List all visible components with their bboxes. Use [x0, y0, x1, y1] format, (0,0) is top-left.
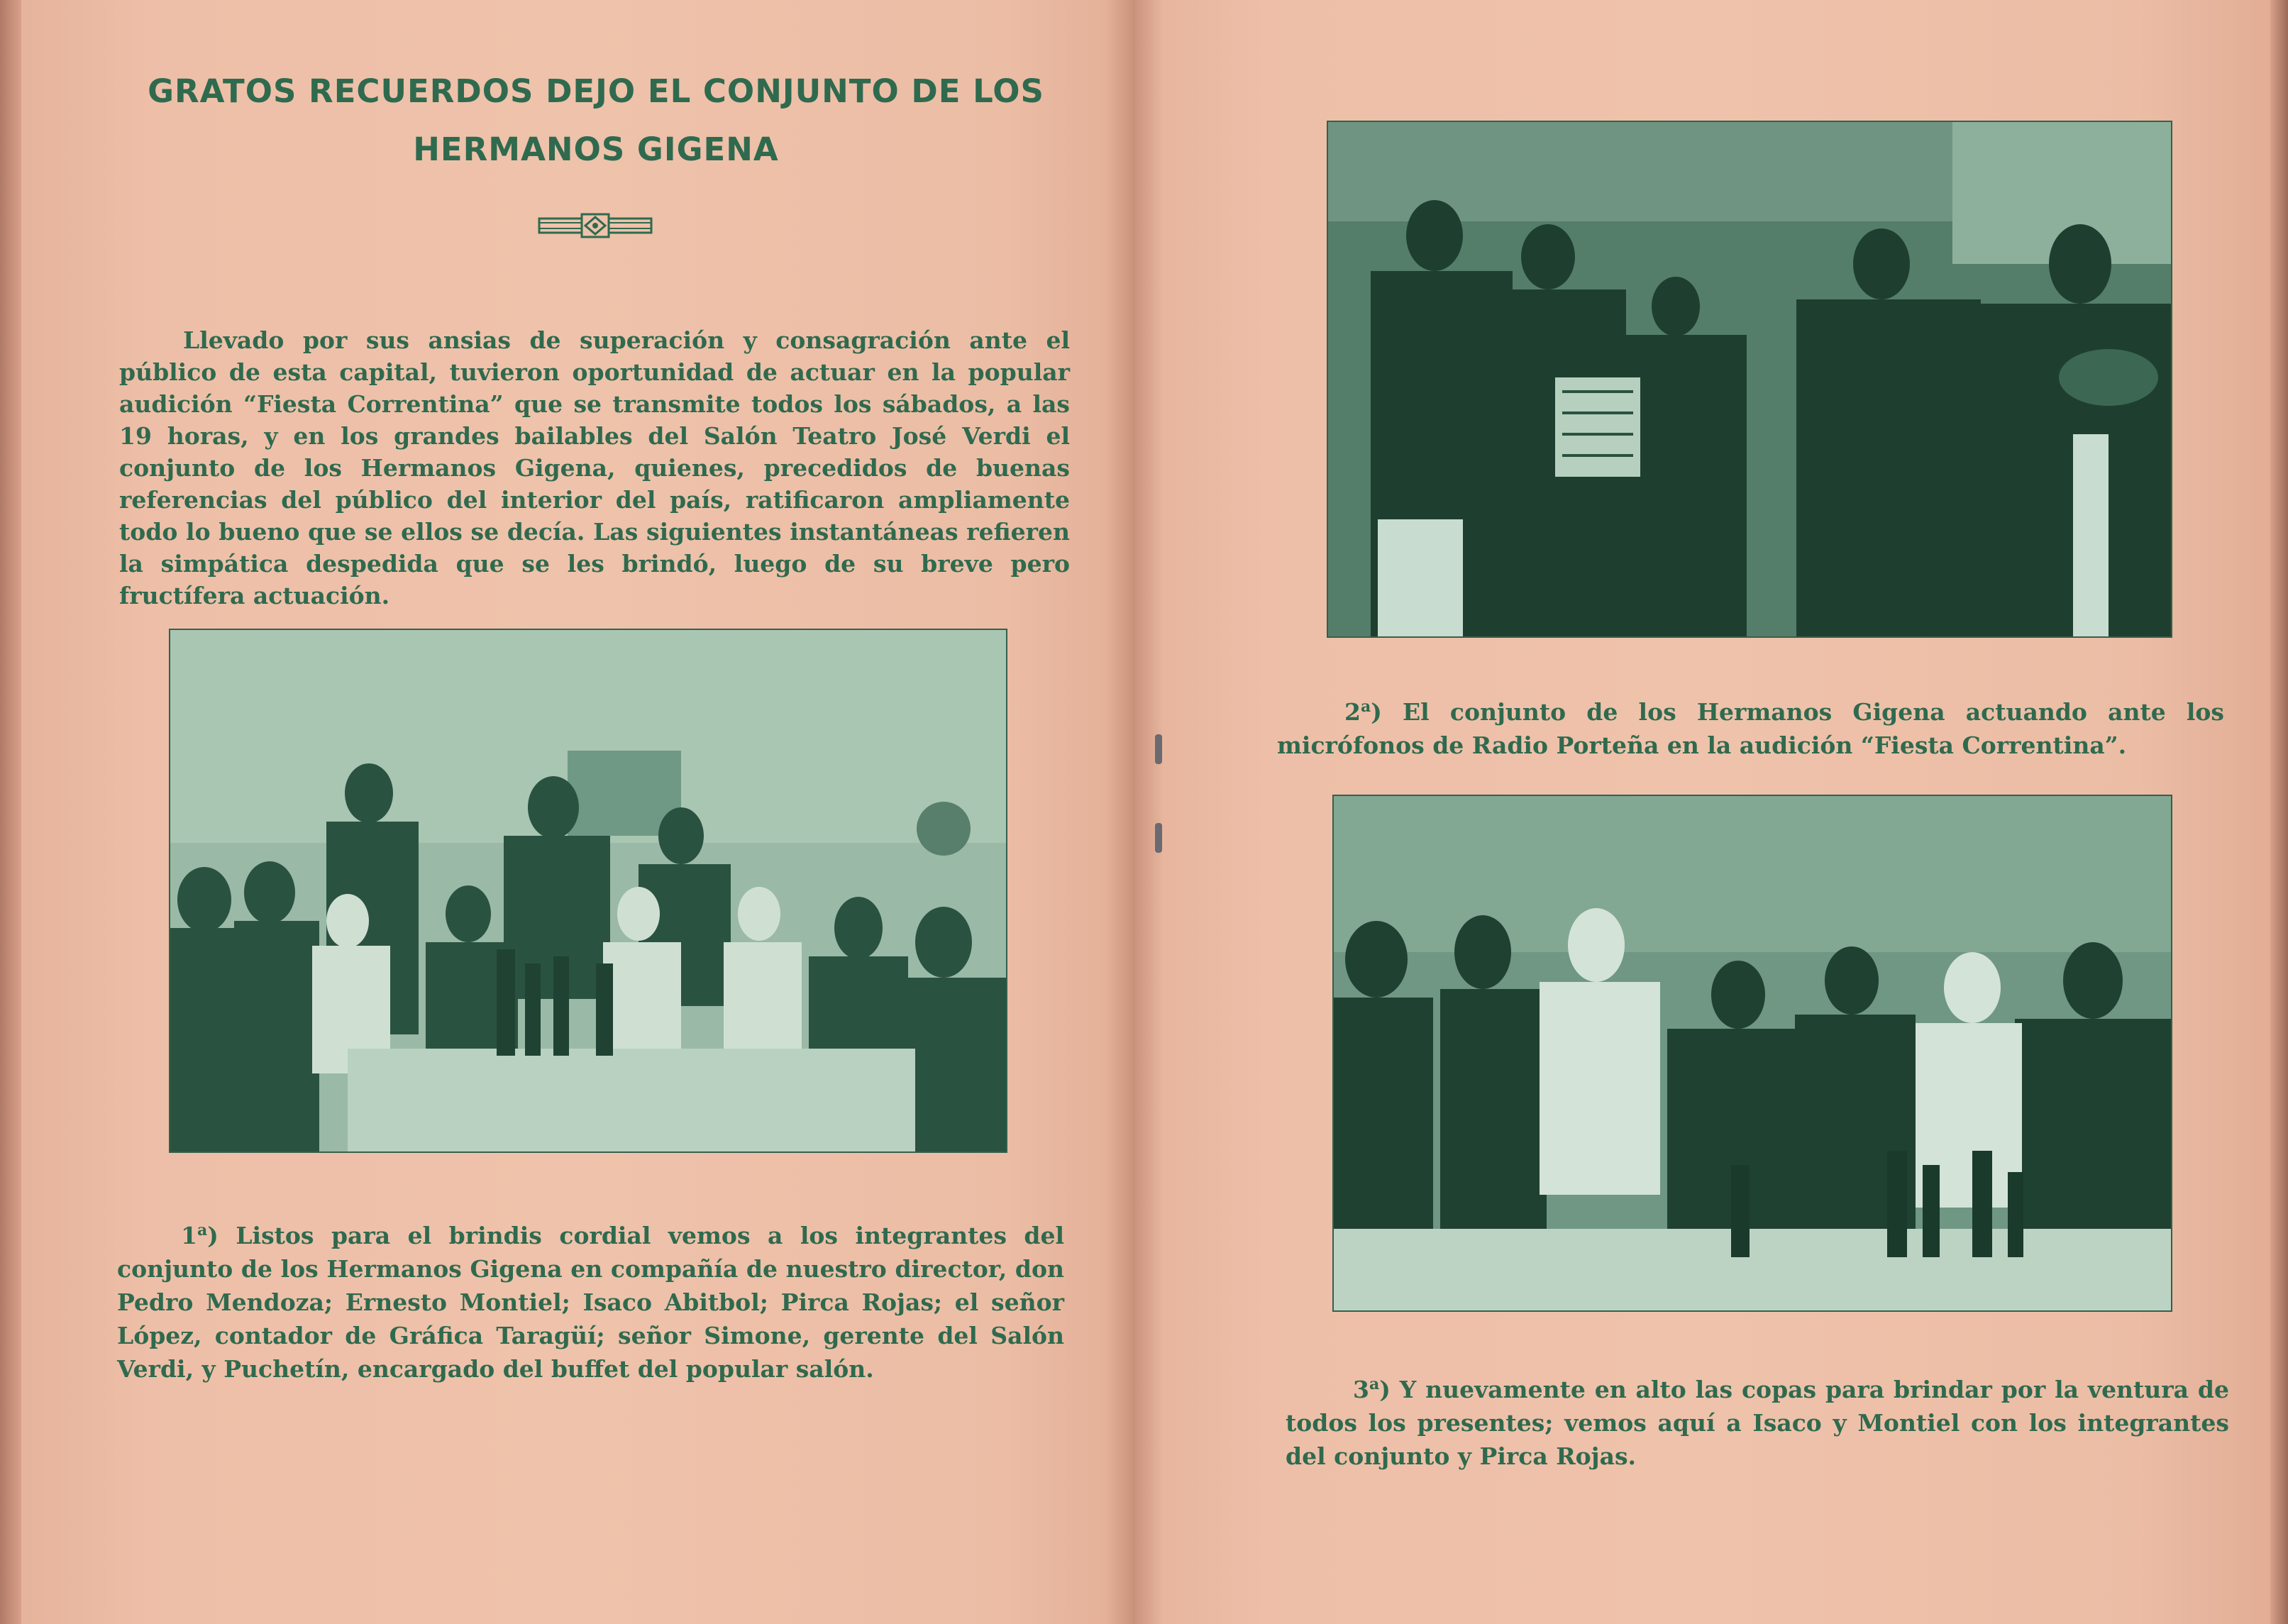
staple-top: [1155, 734, 1162, 764]
caption-1-text: ) Listos para el brindis cordial vemos a los integrantes del conjunto de los Hermanos Gigena en compañía de nuestro director, don Pedro Mendoza; Ernesto Montiel; Isaco Abitbol; Pirca Rojas; el señor López, contador de Gráfica Taragüí; señor Simone, gerente del Salón Verdi, y Puchetín, encargado del buffet del popular salón.: [117, 1222, 1064, 1383]
staple-bottom: [1155, 823, 1162, 853]
title-line-2: HERMANOS GIGENA: [413, 131, 779, 168]
photo-3-image: [1334, 796, 2171, 1310]
caption-3-ordinal: a: [1369, 1375, 1380, 1393]
photo-2-image: [1328, 122, 2171, 636]
article-title: [92, 62, 1100, 179]
caption-1-number: 1: [181, 1222, 197, 1249]
caption-3-text: ) Y nuevamente en alto las copas para brindar por la ventura de todos los presentes; vemos aquí a Isaco y Montiel con los integrantes del conjunto y Pirca Rojas.: [1286, 1376, 2229, 1470]
left-page-edge: [0, 0, 21, 1624]
caption-2-ordinal: a: [1360, 697, 1371, 716]
title-line-1: GRATOS RECUERDOS DEJO EL CONJUNTO DE LOS: [148, 72, 1044, 110]
photo-3-raised-glasses: [1334, 796, 2171, 1310]
intro-paragraph: Llevado por sus ansias de superación y consagración ante el público de esta capital, tuvieron oportunidad de actuar en la popular audición “Fiesta Correntina” que se transmite todos los sábados, a las 19 horas, y en los grandes bailables del Salón Teatro José Verdi el conjunto de los Hermanos Gigena, quienes, precedidos de buenas referencias del público del interior del país, ratificaron ampliamente todo lo bueno que se ellos se decía. Las siguientes instantáneas refieren la simpática despedida que se les brindó, luego de su breve pero fructífera actuación.: [119, 326, 1070, 609]
photo-1-caption: [117, 1214, 1064, 1386]
photo-2-radio-performance: [1328, 122, 2171, 636]
photo-1-image: [170, 630, 1006, 1151]
caption-2-text: ) El conjunto de los Hermanos Gigena actuando ante los micrófonos de Radio Porteña en la audición “Fiesta Correntina”.: [1277, 698, 2224, 759]
caption-3-number: 3: [1353, 1376, 1369, 1403]
caption-2-number: 2: [1344, 698, 1361, 726]
page-gutter: [1107, 0, 1164, 1624]
right-page-edge: [2270, 0, 2288, 1624]
ornament-divider-icon: [538, 211, 653, 240]
photo-1-toast-group: [170, 630, 1006, 1151]
photo-3-caption: [1286, 1368, 2229, 1473]
photo-2-caption: [1277, 690, 2224, 762]
caption-1-ordinal: a: [197, 1221, 208, 1239]
